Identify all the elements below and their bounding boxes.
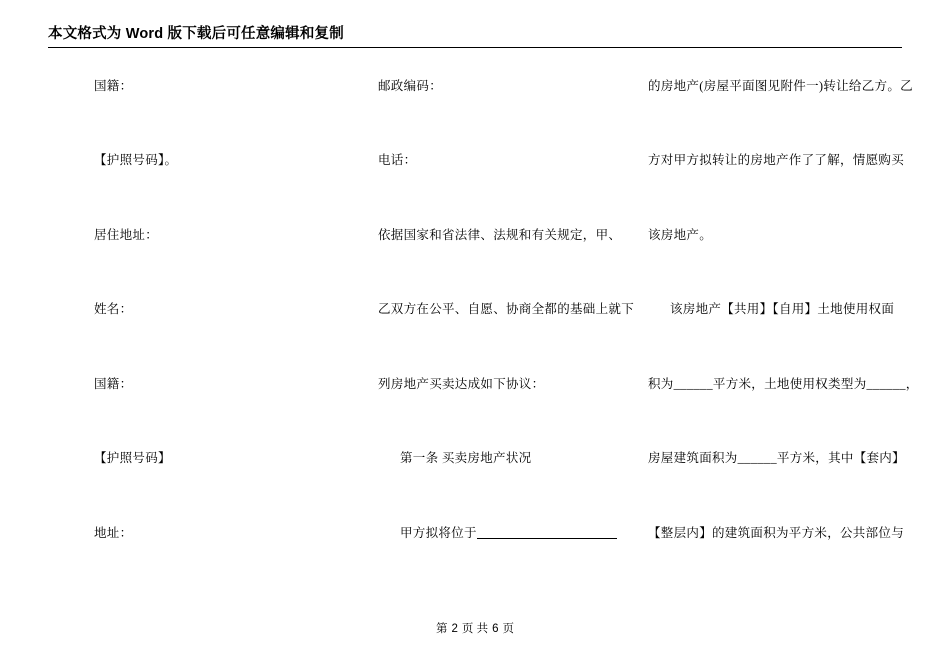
- text-line: 乙双方在公平、自愿、协商全都的基础上就下: [378, 302, 635, 316]
- header-divider: [48, 47, 902, 48]
- footer-middle: 页 共: [461, 623, 489, 635]
- text-line: 的房地产(房屋平面图见附件一)转让给乙方。乙: [648, 79, 913, 93]
- text-line-with-blank: [378, 525, 617, 541]
- footer-suffix: 页: [502, 623, 514, 635]
- text-line: 居住地址：: [94, 228, 159, 242]
- column-left: [94, 70, 324, 590]
- footer-current-page: 2: [451, 623, 458, 635]
- column-middle: [378, 70, 635, 590]
- text-line: 该房地产【共用】【自用】土地使用权面: [670, 302, 895, 316]
- document-body: [48, 70, 919, 590]
- text-line: 【整层内】的建筑面积为平方米，公共部位与: [648, 526, 905, 540]
- clause-heading: 第一条 买卖房地产状况: [400, 451, 532, 465]
- footer-prefix: 第: [435, 623, 448, 635]
- text-line: 邮政编码：: [378, 79, 443, 93]
- column-right: [648, 70, 919, 590]
- text-line: 国籍：: [94, 79, 133, 93]
- text-line: 电话：: [378, 153, 417, 167]
- text-line: 依据国家和省法律、法规和有关规定，甲、: [378, 228, 622, 242]
- text-line: 国籍：: [94, 377, 133, 391]
- text-line: 列房地产买卖达成如下协议：: [378, 377, 545, 391]
- text-line: 【护照号码】。: [94, 153, 178, 167]
- text-line: 积为______平方米，土地使用权类型为______，: [648, 377, 919, 391]
- text-line: 姓名：: [94, 302, 133, 316]
- text-line: 方对甲方拟转让的房地产作了了解，情愿购买: [648, 153, 905, 167]
- page-header-note: 本文格式为 Word 版下载后可任意编辑和复制: [48, 26, 344, 42]
- footer-total-pages: 6: [492, 623, 499, 635]
- text-line: 地址：: [94, 526, 133, 540]
- page-footer: [0, 620, 950, 636]
- text-line: 该房地产。: [648, 228, 713, 242]
- text-line: 【护照号码】: [94, 451, 171, 465]
- fill-in-blank: [477, 526, 617, 539]
- text-line: 房屋建筑面积为______平方米，其中【套内】: [648, 451, 905, 465]
- text-line: 甲方拟将位于: [400, 526, 477, 540]
